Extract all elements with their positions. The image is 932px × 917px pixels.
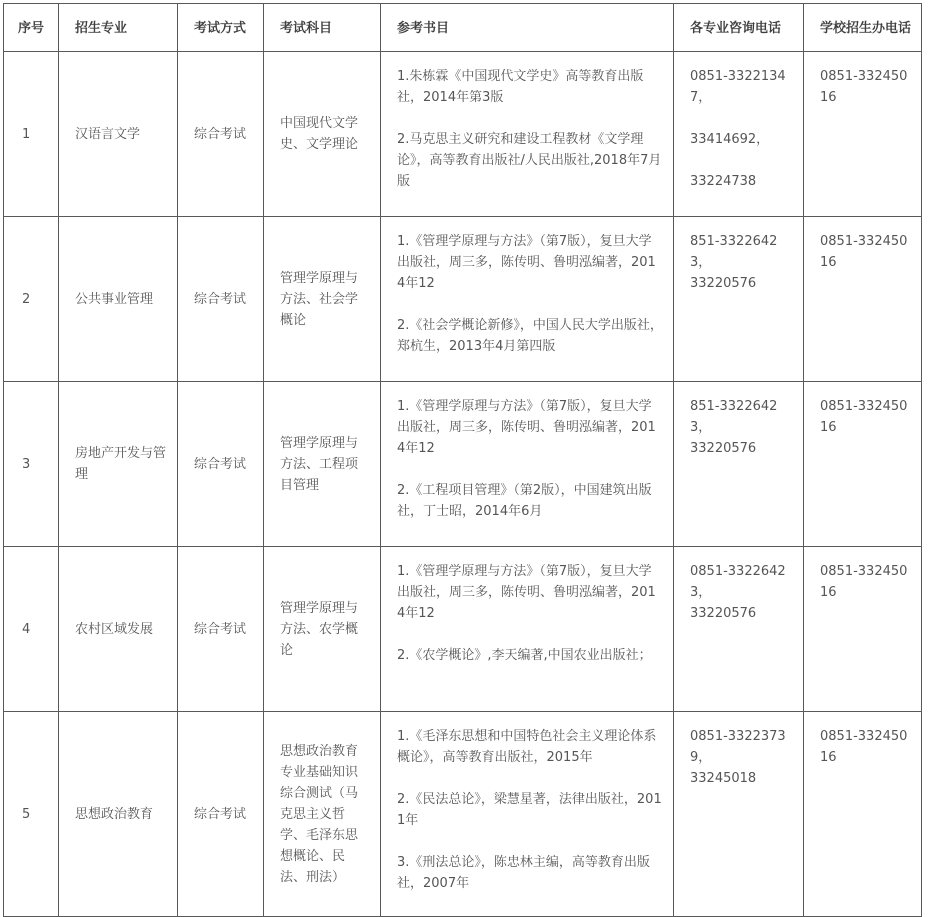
phone-number: 33220576 xyxy=(690,276,757,291)
cell-method: 综合考试 xyxy=(178,382,264,547)
cell-major-phone xyxy=(674,52,804,217)
book-entry: 1.朱栋霖《中国现代文学史》高等教育出版社，2014年第3版 xyxy=(397,69,644,105)
book-entry: 1.《管理学原理与方法》（第7版），复旦大学出版社，周三多，陈传明、鲁明泓编著，2014年12 xyxy=(397,234,656,291)
phone-number: 33245018 xyxy=(690,771,757,786)
header-books: 参考书目 xyxy=(381,4,674,52)
cell-major-phone xyxy=(674,712,804,917)
table-row xyxy=(4,712,922,917)
cell-no: 3 xyxy=(4,382,59,547)
phone-number: 33414692， xyxy=(690,132,770,147)
cell-major: 公共事业管理 xyxy=(59,217,178,382)
cell-major-phone xyxy=(674,547,804,712)
cell-major-phone xyxy=(674,217,804,382)
cell-office-phone: 0851-33245016 xyxy=(804,547,922,712)
phone-number: 851-33226423， xyxy=(690,234,778,270)
cell-office-phone: 0851-33245016 xyxy=(804,217,922,382)
cell-office-phone: 0851-33245016 xyxy=(804,382,922,547)
book-entry: 1.《管理学原理与方法》（第7版），复旦大学出版社，周三多，陈传明、鲁明泓编著，2014年12 xyxy=(397,564,656,621)
cell-major: 农村区域发展 xyxy=(59,547,178,712)
phone-number: 851-33226423， xyxy=(690,399,778,435)
phone-number: 0851-33223739， xyxy=(690,729,786,765)
book-entry: 2.《社会学概论新修》，中国人民大学出版社，郑杭生，2013年4月第四版 xyxy=(397,318,663,354)
cell-method: 综合考试 xyxy=(178,52,264,217)
table-row xyxy=(4,217,922,382)
header-no: 序号 xyxy=(4,4,59,52)
cell-no: 2 xyxy=(4,217,59,382)
phone-number: 0851-33221347， xyxy=(690,69,786,105)
table-row xyxy=(4,382,922,547)
cell-books xyxy=(381,217,674,382)
cell-method: 综合考试 xyxy=(178,712,264,917)
book-entry: 2.马克思主义研究和建设工程教材《文学理论》，高等教育出版社/人民出版社,2018年7月版 xyxy=(397,132,662,189)
cell-books xyxy=(381,712,674,917)
cell-major: 房地产开发与管理 xyxy=(59,382,178,547)
cell-books xyxy=(381,52,674,217)
cell-subject: 思想政治教育专业基础知识综合测试（马克思主义哲学、毛泽东思想概论、民法、刑法） xyxy=(264,712,381,917)
cell-method: 综合考试 xyxy=(178,217,264,382)
cell-major-phone xyxy=(674,382,804,547)
header-major: 招生专业 xyxy=(59,4,178,52)
cell-office-phone: 0851-33245016 xyxy=(804,712,922,917)
cell-office-phone: 0851-33245016 xyxy=(804,52,922,217)
cell-no: 1 xyxy=(4,52,59,217)
book-entry: 2.《民法总论》，梁慧星著，法律出版社，2011年 xyxy=(397,792,662,828)
phone-number: 0851-33226423， xyxy=(690,564,786,600)
admissions-table xyxy=(3,3,922,917)
cell-books xyxy=(381,547,674,712)
table-row xyxy=(4,52,922,217)
book-entry: 1.《毛泽东思想和中国特色社会主义理论体系概论》，高等教育出版社，2015年 xyxy=(397,729,657,765)
cell-no: 4 xyxy=(4,547,59,712)
phone-number: 33220576 xyxy=(690,441,757,456)
cell-books xyxy=(381,382,674,547)
cell-subject: 管理学原理与方法、工程项目管理 xyxy=(264,382,381,547)
cell-subject: 管理学原理与方法、农学概论 xyxy=(264,547,381,712)
header-major-phone: 各专业咨询电话 xyxy=(674,4,804,52)
header-method: 考试方式 xyxy=(178,4,264,52)
table-row xyxy=(4,547,922,712)
book-entry: 2.《农学概论》,李天编著,中国农业出版社； xyxy=(397,648,652,663)
header-subject: 考试科目 xyxy=(264,4,381,52)
book-entry: 1.《管理学原理与方法》（第7版），复旦大学出版社，周三多，陈传明、鲁明泓编著，2014年12 xyxy=(397,399,656,456)
book-entry: 2.《工程项目管理》（第2版），中国建筑出版社，丁士昭，2014年6月 xyxy=(397,483,652,519)
header-office-phone: 学校招生办电话 xyxy=(804,4,922,52)
cell-method: 综合考试 xyxy=(178,547,264,712)
book-entry: 3.《刑法总论》，陈忠林主编，高等教育出版社，2007年 xyxy=(397,855,650,891)
header-row xyxy=(4,4,922,52)
cell-subject: 中国现代文学史、文学理论 xyxy=(264,52,381,217)
cell-major: 思想政治教育 xyxy=(59,712,178,917)
cell-subject: 管理学原理与方法、社会学概论 xyxy=(264,217,381,382)
cell-no: 5 xyxy=(4,712,59,917)
phone-number: 33224738 xyxy=(690,174,757,189)
cell-major: 汉语言文学 xyxy=(59,52,178,217)
phone-number: 33220576 xyxy=(690,606,757,621)
